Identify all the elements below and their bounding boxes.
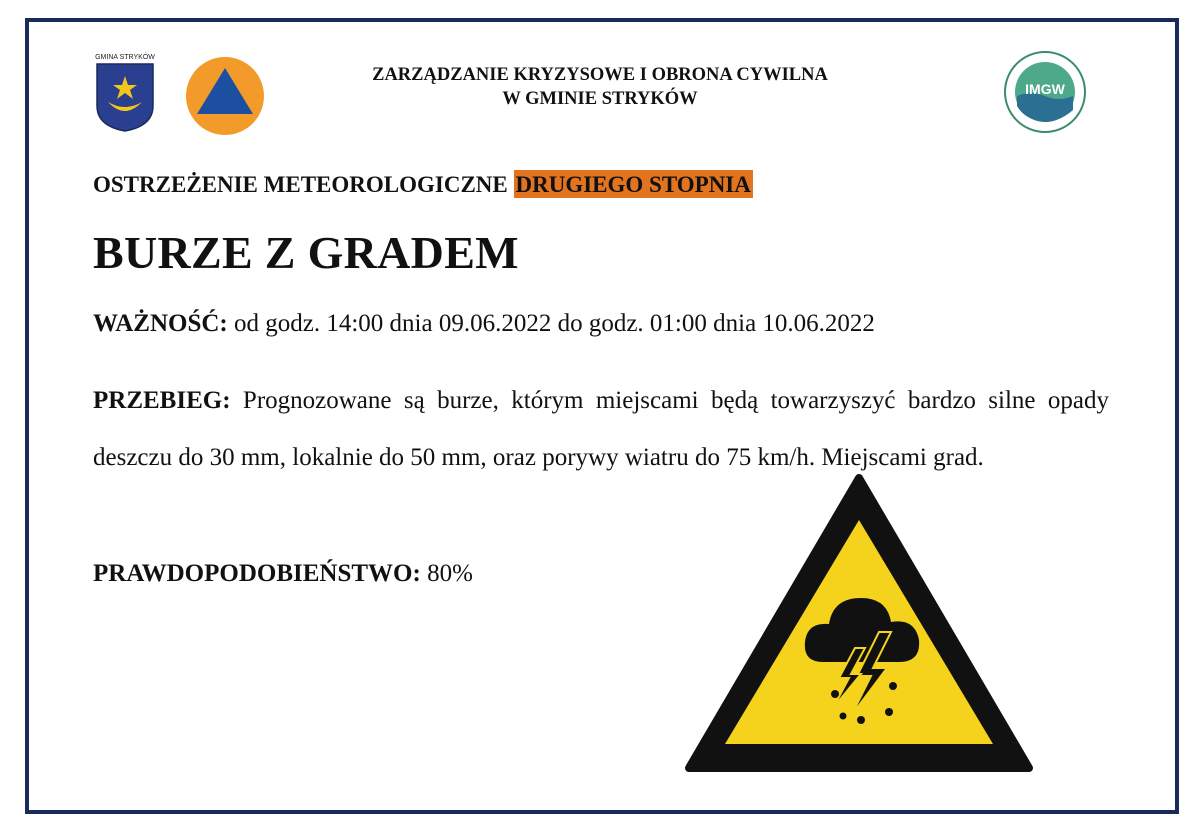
- warning-degree: DRUGIEGO STOPNIA: [515, 172, 751, 197]
- course-paragraph: [93, 372, 1109, 486]
- validity-line: [93, 310, 875, 338]
- validity-label: WAŻNOŚĆ:: [93, 310, 228, 337]
- course-label: PRZEBIEG:: [93, 387, 231, 414]
- course-text: Prognozowane są burze, którym miejscami będą towarzyszyć bardzo silne opady deszczu do 30 mm, lokalnie do 50 mm, oraz porywy wiatru do 75 km/h. Miejscami grad.: [93, 387, 1109, 471]
- validity-text: od godz. 14:00 dnia 09.06.2022 do godz. 01:00 dnia 10.06.2022: [234, 310, 875, 337]
- municipal-crest-icon: [94, 54, 156, 132]
- hazard-title: BURZE Z GRADEM: [93, 227, 519, 278]
- civil-defence-icon: [185, 56, 265, 136]
- header-title: [290, 63, 910, 111]
- thunderstorm-hail-warning-icon: [683, 472, 1035, 778]
- crest-label: GMINA STRYKÓW: [95, 54, 155, 61]
- probability-value: 80%: [427, 560, 473, 587]
- header-title-line2: W GMINIE STRYKÓW: [502, 89, 698, 109]
- imgw-logo-icon: [1003, 50, 1087, 134]
- header-title-line1: ZARZĄDZANIE KRYZYSOWE I OBRONA CYWILNA: [372, 65, 828, 85]
- probability-line: [93, 560, 473, 588]
- warning-title: [93, 172, 753, 198]
- probability-label: PRAWDOPODOBIEŃSTWO:: [93, 560, 421, 587]
- imgw-logo-text: IMGW: [1025, 81, 1065, 97]
- warning-prefix: OSTRZEŻENIE METEOROLOGICZNE: [93, 172, 508, 197]
